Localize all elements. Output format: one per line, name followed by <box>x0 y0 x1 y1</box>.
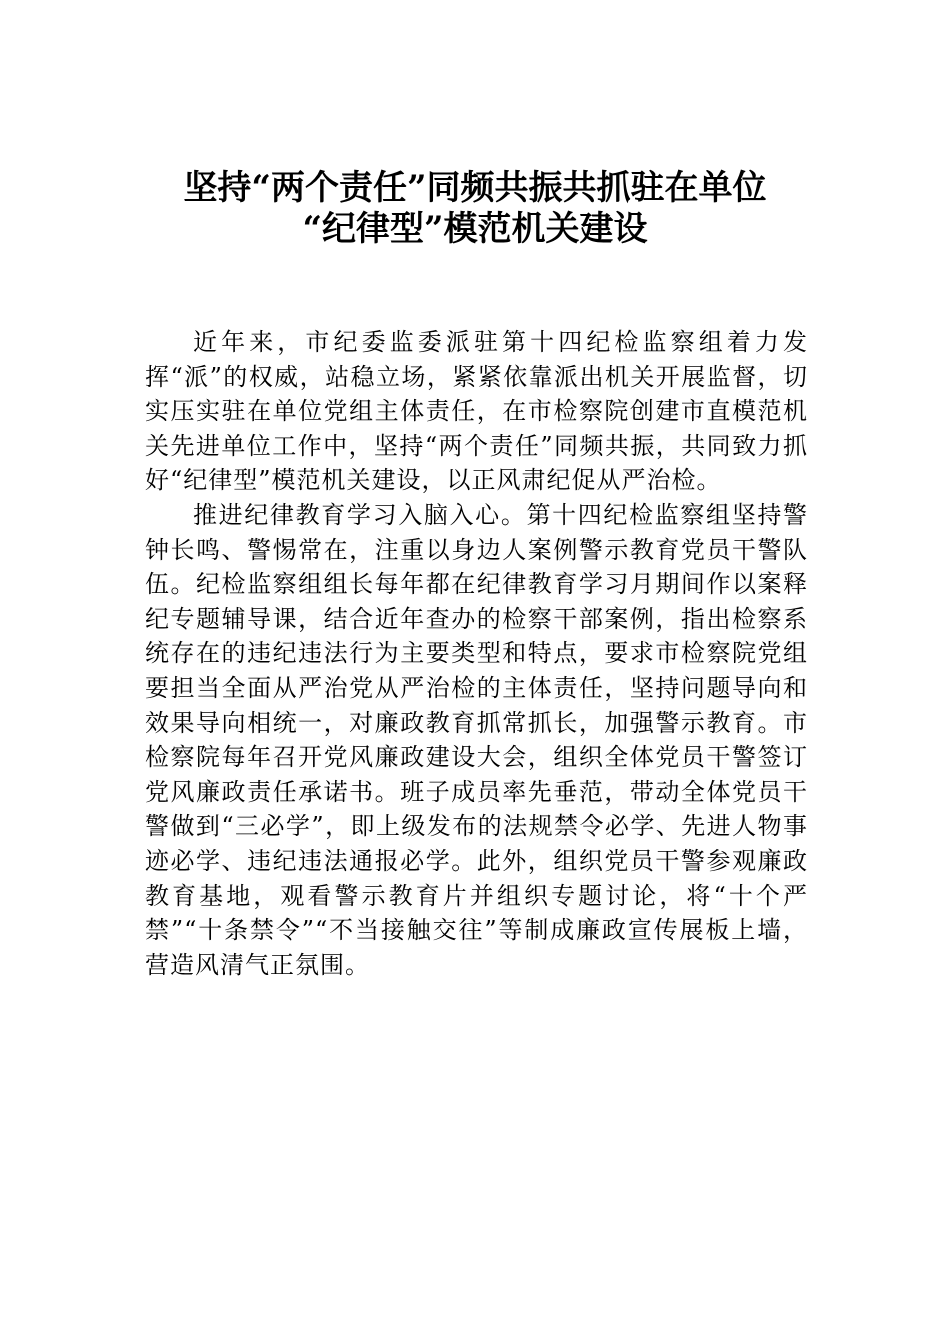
body-paragraph-2: 推进纪律教育学习入脑入心。第十四纪检监察组坚持警钟长鸣、警惕常在，注重以身边人案例警示教育党员干警队伍。纪检监察组组长每年都在纪律教育学习月期间作以案释纪专题辅导课，结合近年查办的检察干部案例，指出检察系统存在的违纪违法行为主要类型和特点，要求市检察院党组要担当全面从严治党从严治检的主体责任，坚持问题导向和效果导向相统一，对廉政教育抓常抓长，加强警示教育。市检察院每年召开党风廉政建设大会，组织全体党员干警签订党风廉政责任承诺书。班子成员率先垂范，带动全体党员干警做到“三必学”，即上级发布的法规禁令必学、先进人物事迹必学、违纪违法通报必学。此外，组织党员干警参观廉政教育基地，观看警示教育片并组织专题讨论，将“十个严禁”“十条禁令”“不当接触交往”等制成廉政宣传展板上墙，营造风清气正氛围。 <box>145 500 808 979</box>
body-paragraph-1: 近年来，市纪委监委派驻第十四纪检监察组着力发挥“派”的权威，站稳立场，紧紧依靠派出机关开展监督，切实压实驻在单位党组主体责任，在市检察院创建市直模范机关先进单位工作中，坚持“两个责任”同频共振，共同致力抓好“纪律型”模范机关建设，以正风肃纪促从严治检。 <box>145 328 808 495</box>
document-title-line-2: “纪律型”模范机关建设 <box>302 209 648 249</box>
document-title-line-1: 坚持“两个责任”同频共振共抓驻在单位 <box>183 168 767 208</box>
document-body <box>145 325 808 982</box>
